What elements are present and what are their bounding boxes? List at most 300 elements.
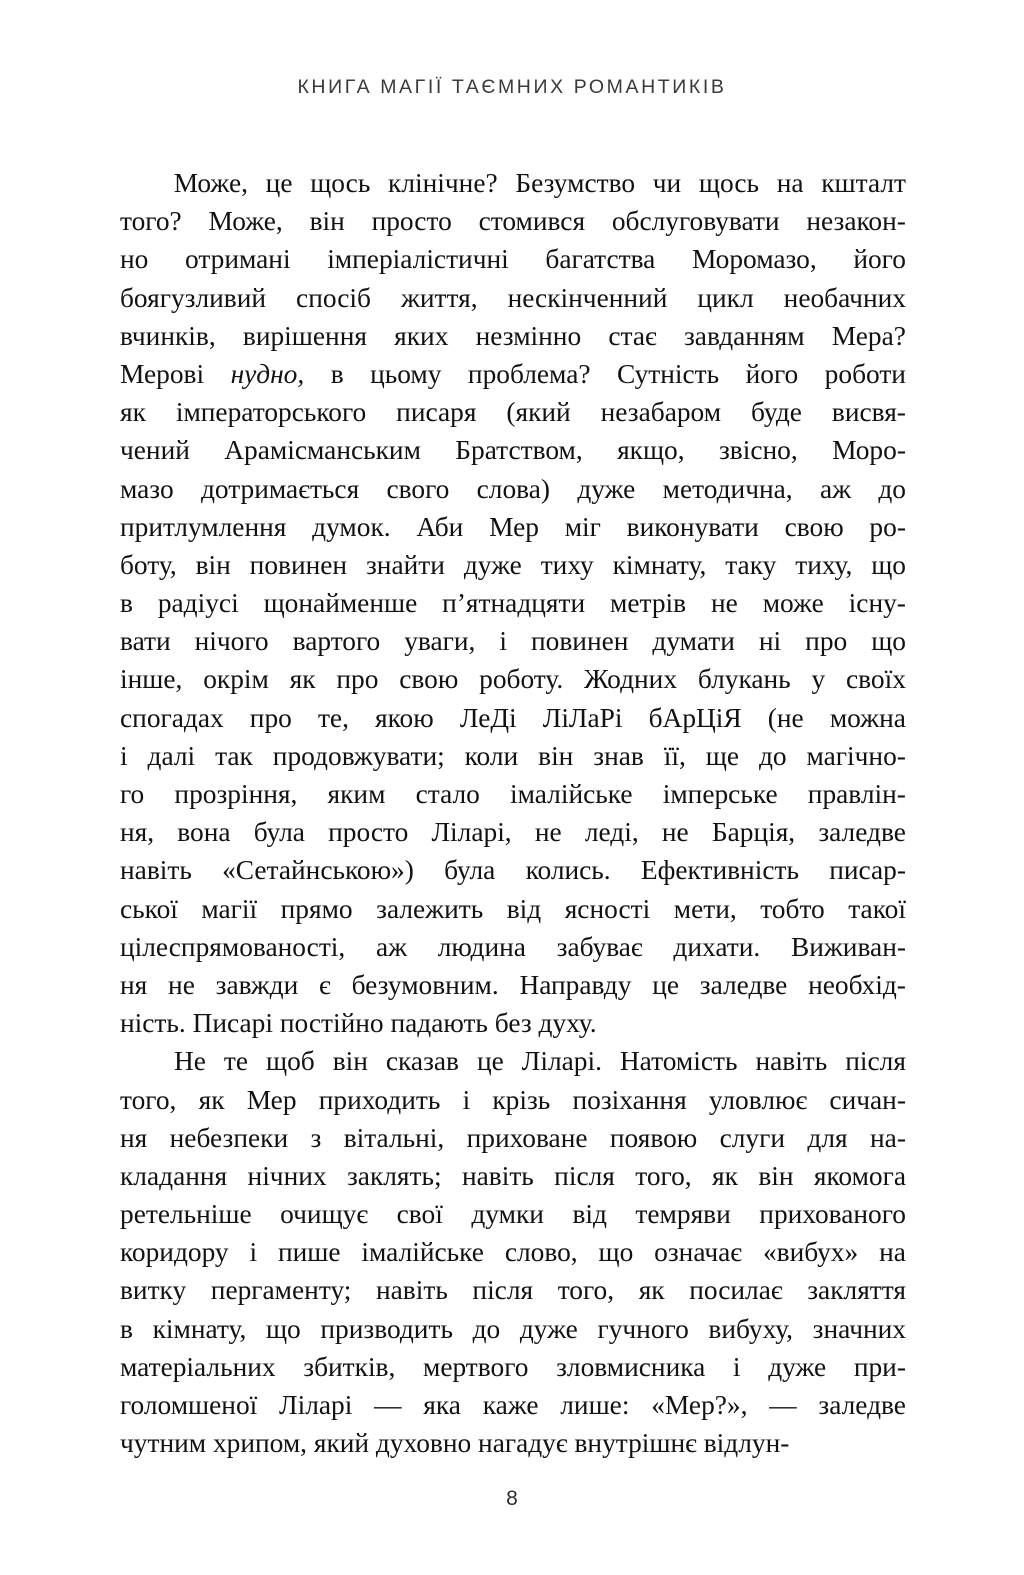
text-line [120, 202, 906, 240]
word: окрім [203, 664, 269, 695]
word: — [769, 1390, 797, 1420]
word: крізь [492, 1084, 551, 1115]
word: імперіалістичні [327, 244, 509, 275]
word: тиху, [795, 549, 853, 580]
word: була [253, 817, 305, 848]
word: ще [705, 740, 740, 771]
word: навіть [461, 1160, 534, 1191]
word: яка [423, 1390, 461, 1420]
word: навіть [120, 855, 192, 886]
word: яким [327, 779, 386, 809]
word: слова) [476, 473, 551, 504]
word: зловмисника [556, 1351, 706, 1382]
word: продовжувати; [272, 740, 445, 771]
text-line [120, 470, 906, 508]
text-line [120, 584, 906, 622]
word: він [538, 740, 574, 771]
word: означає [654, 1237, 743, 1268]
word: Арамісманським [224, 435, 421, 466]
word: пергаменту; [210, 1275, 352, 1306]
text-line [120, 240, 906, 278]
word: просто [328, 817, 409, 848]
word: на- [870, 1122, 906, 1153]
word: заледве [818, 1390, 906, 1420]
word: що [871, 626, 906, 657]
word: знав [593, 740, 644, 771]
word: щоб [266, 1046, 315, 1077]
word: не [534, 817, 562, 848]
word: Натомість [619, 1046, 738, 1077]
word: заледве [699, 969, 788, 1000]
text-line [120, 1310, 906, 1348]
word: з [310, 1122, 322, 1153]
word: но [120, 244, 149, 275]
word: мети, [673, 893, 737, 924]
word: і [249, 1237, 258, 1268]
word: про [249, 702, 292, 733]
word: ретельніше [120, 1199, 252, 1230]
word: того? [120, 206, 182, 237]
word: клінічне? [388, 168, 498, 198]
word: людина [437, 931, 526, 962]
word: вибуху, [708, 1313, 794, 1344]
text-line [120, 164, 906, 202]
word: так [215, 740, 253, 771]
word: дуже [768, 1351, 827, 1382]
word: обслуговувати [611, 206, 780, 237]
word: до [472, 1313, 501, 1344]
word: що [871, 549, 906, 580]
word: після [554, 1160, 615, 1191]
word: блукань [697, 664, 791, 695]
text-line [120, 737, 906, 775]
word: «вибух» [762, 1237, 859, 1268]
word: проблема? [467, 358, 591, 389]
word: Мер [246, 1084, 297, 1115]
word: про [805, 626, 848, 657]
text-line [120, 1195, 906, 1233]
text-line [120, 1348, 906, 1386]
word: отримані [184, 244, 291, 275]
word: роботу. [479, 664, 564, 695]
word: при- [853, 1351, 906, 1382]
word: спосіб [296, 282, 371, 313]
word: була [444, 855, 496, 886]
word: Ефективність [640, 855, 799, 886]
word: прозріння, [174, 779, 298, 809]
word: кімнату, [612, 549, 707, 580]
word: яких [394, 320, 449, 351]
word: дуже [463, 549, 522, 580]
word: Не [173, 1046, 206, 1077]
word: чи [652, 168, 682, 198]
word: інше, [120, 664, 183, 695]
word: того, [120, 1084, 177, 1115]
word: значних [812, 1313, 906, 1344]
word: в [120, 1313, 133, 1344]
word: свої [396, 1199, 443, 1230]
word: ня [120, 1122, 148, 1153]
word: вітальні, [343, 1122, 445, 1153]
word: просто [371, 206, 452, 237]
word: і [732, 1351, 741, 1382]
word: думок. [312, 511, 391, 542]
text-line [120, 1042, 906, 1080]
word: очищує [280, 1199, 369, 1230]
word: Мера? [831, 320, 906, 351]
word: її, [663, 740, 686, 771]
word: не [168, 969, 195, 1000]
word: необачних [783, 282, 906, 313]
word: імалійське [361, 1237, 484, 1268]
word: Барція, [711, 817, 796, 848]
word: витку [120, 1275, 187, 1306]
word: як [198, 1084, 225, 1115]
word: Сутність [616, 358, 720, 389]
word: голомшеної [120, 1390, 258, 1420]
word: Ліларі. [521, 1046, 602, 1077]
word: повинен [531, 626, 629, 657]
word: (не [767, 702, 804, 733]
word: Ліларі [279, 1390, 353, 1420]
word: «Сетайнською») [222, 855, 414, 886]
word: виконувати [626, 511, 759, 542]
word: Безумство [515, 168, 636, 198]
word: прямо [280, 893, 353, 924]
word: що [598, 1237, 634, 1268]
word: незакон- [806, 206, 906, 237]
paragraph-indent [120, 164, 156, 202]
text-line [120, 431, 906, 469]
word: вирішення [242, 320, 367, 351]
word: не [710, 588, 738, 619]
word: заклять; [346, 1160, 442, 1191]
word: матеріальних [120, 1351, 276, 1382]
word: темряви [635, 1199, 731, 1230]
word: приховане [466, 1122, 588, 1153]
text-line [120, 508, 906, 546]
word: про [336, 664, 379, 695]
word: як [289, 664, 316, 695]
word: появою [609, 1122, 698, 1153]
word: нічних [247, 1160, 327, 1191]
text-line [120, 699, 906, 737]
word: як [712, 1160, 738, 1191]
word: пише [277, 1237, 341, 1268]
word: ЛіЛаРі [542, 702, 623, 733]
word: Може, [173, 168, 248, 198]
word: боту, [120, 549, 177, 580]
text-line [120, 660, 906, 698]
word: незмінно [475, 320, 582, 351]
word: якщо, [617, 435, 685, 466]
word: ня, [120, 817, 155, 848]
word: того, [635, 1160, 692, 1191]
word: гучного [597, 1313, 689, 1344]
text-line [120, 890, 906, 928]
word: навіть [755, 1046, 828, 1077]
word: те [223, 1046, 249, 1077]
word: нескінченний [507, 282, 668, 313]
text-line [120, 355, 906, 393]
word: вати [120, 626, 171, 657]
word: залежить [376, 893, 484, 924]
word: Моромазо, [691, 244, 817, 275]
word: (який [506, 397, 571, 428]
word: писаря [396, 397, 477, 428]
text-line [120, 1271, 906, 1309]
word: методична, [662, 473, 793, 504]
word: правлін- [807, 779, 906, 809]
word: цикл [697, 282, 754, 313]
italic-emphasis: нудно, [230, 358, 305, 389]
text-line: чутним хрипом, який духовно нагадує внутрішнє відлун- [120, 1428, 790, 1459]
word: кшталт [821, 168, 906, 198]
text-line [120, 928, 906, 966]
word: буде [751, 397, 802, 428]
word: леді, [584, 817, 639, 848]
word: завданням [683, 320, 805, 351]
word: тиху [540, 549, 594, 580]
word: сказав [385, 1046, 459, 1077]
word: свою [784, 511, 844, 542]
word: міг [564, 511, 601, 542]
word: свою [399, 664, 459, 695]
word: нічого [194, 626, 269, 657]
text-line [120, 622, 906, 660]
word: чений [120, 435, 190, 466]
word: існу- [848, 588, 906, 619]
word: го [120, 779, 145, 809]
word: імператорського [175, 397, 367, 428]
word: позіхання [572, 1084, 687, 1115]
word: до [878, 473, 906, 504]
word: стало [415, 779, 480, 809]
word: приходить [318, 1084, 441, 1115]
word: Аби [416, 511, 464, 542]
word: слово, [504, 1237, 578, 1268]
word: він [332, 1046, 368, 1077]
word: безумовним. [351, 969, 499, 1000]
word: щонайменше [263, 588, 418, 619]
word: на [879, 1237, 906, 1268]
word: лише: [560, 1390, 630, 1420]
word: є [319, 969, 331, 1000]
word: це [652, 969, 680, 1000]
word: далі [147, 740, 196, 771]
word: забуває [556, 931, 643, 962]
word: в [120, 588, 133, 619]
word: призводить [320, 1313, 453, 1344]
word: життя, [400, 282, 478, 313]
text-line [120, 279, 906, 317]
word: висвя- [831, 397, 906, 428]
word: небезпеки [169, 1122, 289, 1153]
word: мертвого [422, 1351, 529, 1382]
word: метрів [610, 588, 687, 619]
word: те, [317, 702, 349, 733]
word: прихованого [759, 1199, 906, 1230]
word: «Мер?», [651, 1390, 748, 1420]
word: у [811, 664, 826, 695]
word: дихати. [673, 931, 761, 962]
word: на [776, 168, 804, 198]
word: це [265, 168, 293, 198]
text-line [120, 1233, 906, 1271]
body-text-block [120, 164, 906, 1462]
word: після [472, 1275, 534, 1306]
word: імалійське [510, 779, 633, 809]
word: ні [758, 626, 782, 657]
word: сичан- [829, 1084, 906, 1115]
word: можна [829, 702, 906, 733]
word: тобто [760, 893, 825, 924]
word: що [265, 1313, 301, 1344]
word: для [807, 1122, 848, 1153]
word: його [853, 244, 906, 275]
word: радіусі [157, 588, 239, 619]
word: збитків, [303, 1351, 396, 1382]
word: Виживан- [790, 931, 906, 962]
word: після [845, 1046, 906, 1077]
text-line [120, 1157, 906, 1195]
text-line [120, 775, 906, 813]
word: магічно- [806, 740, 906, 771]
word: від [572, 1199, 607, 1230]
word: багатства [545, 244, 656, 275]
word: знайти [365, 549, 445, 580]
word: — [374, 1390, 402, 1420]
word: як [638, 1275, 665, 1306]
word: Ліларі, [431, 817, 512, 848]
word: боягузливий [120, 282, 267, 313]
word: необхід- [808, 969, 906, 1000]
word: мазо [120, 473, 174, 504]
word: Братством, [455, 435, 583, 466]
word: притлумлення [120, 511, 287, 542]
word: якою [375, 702, 434, 733]
word: це [476, 1046, 504, 1077]
word: не [661, 817, 689, 848]
word: від [506, 893, 542, 924]
text-line [120, 966, 906, 1004]
text-line [120, 393, 906, 431]
word: колись. [525, 855, 611, 886]
text-line [120, 1081, 906, 1119]
word: слуги [719, 1122, 786, 1153]
word: ня [120, 969, 148, 1000]
word: ЛеДі [459, 702, 517, 733]
word: Може, [208, 206, 283, 237]
word: ясності [564, 893, 651, 924]
word: вчинків, [120, 320, 216, 351]
paragraph-indent [120, 1042, 156, 1080]
text-line [120, 851, 906, 889]
word: коридору [120, 1237, 229, 1268]
word: якомога [813, 1160, 906, 1191]
word: такої [848, 893, 906, 924]
word [231, 355, 305, 393]
word: стає [608, 320, 657, 351]
word: п’ятнадцяти [442, 588, 586, 619]
word: своїх [846, 664, 906, 695]
word: щось [698, 168, 760, 198]
word: аж [819, 473, 852, 504]
word: аж [375, 931, 408, 962]
word: ро- [869, 511, 906, 542]
word: щось [310, 168, 371, 198]
word: він [309, 206, 345, 237]
word: спогадах [120, 702, 224, 733]
word: думки [471, 1199, 544, 1230]
text-line [120, 1119, 906, 1157]
word: цьому [370, 358, 442, 389]
word: він [758, 1160, 794, 1191]
word: і [499, 626, 508, 657]
word: заледве [818, 817, 906, 848]
page-number: 8 [506, 1487, 518, 1510]
word: до [758, 740, 787, 771]
word: може [762, 588, 824, 619]
word: уваги, [404, 626, 476, 657]
word: кімнату, [152, 1313, 247, 1344]
word: завжди [215, 969, 299, 1000]
word: звісно, [718, 435, 798, 466]
word: таку [725, 549, 777, 580]
word: Направду [519, 969, 632, 1000]
word: незабаром [600, 397, 722, 428]
word: того, [557, 1275, 615, 1306]
text-line [120, 546, 906, 584]
word: посилає [689, 1275, 783, 1306]
word: бАрЦіЯ [648, 702, 742, 733]
word: Моро- [832, 435, 906, 466]
word: дуже [519, 1313, 578, 1344]
word: уловлює [708, 1084, 808, 1115]
word: магії [201, 893, 258, 924]
text-line [120, 813, 906, 851]
word: каже [482, 1390, 539, 1420]
word: коли [464, 740, 519, 771]
word: як [120, 397, 146, 428]
word: імперське [662, 779, 778, 809]
word: ської [120, 893, 178, 924]
word: його [745, 358, 799, 389]
word: Мерові [120, 358, 205, 389]
word: в [330, 358, 344, 389]
word: роботи [824, 358, 906, 389]
text-line: ність. Писарі постійно падають без духу. [120, 1008, 597, 1039]
word: дуже [577, 473, 636, 504]
word: цілеспрямованості, [120, 931, 346, 962]
word: він [195, 549, 231, 580]
word: вона [177, 817, 231, 848]
word: стомився [478, 206, 586, 237]
word: писар- [829, 855, 906, 886]
word: і [120, 740, 128, 771]
word: вартого [292, 626, 381, 657]
word: повинен [249, 549, 348, 580]
text-line [120, 317, 906, 355]
running-header: КНИГА МАГІЇ ТАЄМНИХ РОМАНТИКІВ [297, 76, 727, 98]
word: кладання [120, 1160, 228, 1191]
word: навіть [375, 1275, 448, 1306]
word: думати [652, 626, 735, 657]
word: Мер [489, 511, 539, 542]
word: і [462, 1084, 471, 1115]
text-line [120, 1386, 906, 1424]
word: дотримається [200, 473, 360, 504]
